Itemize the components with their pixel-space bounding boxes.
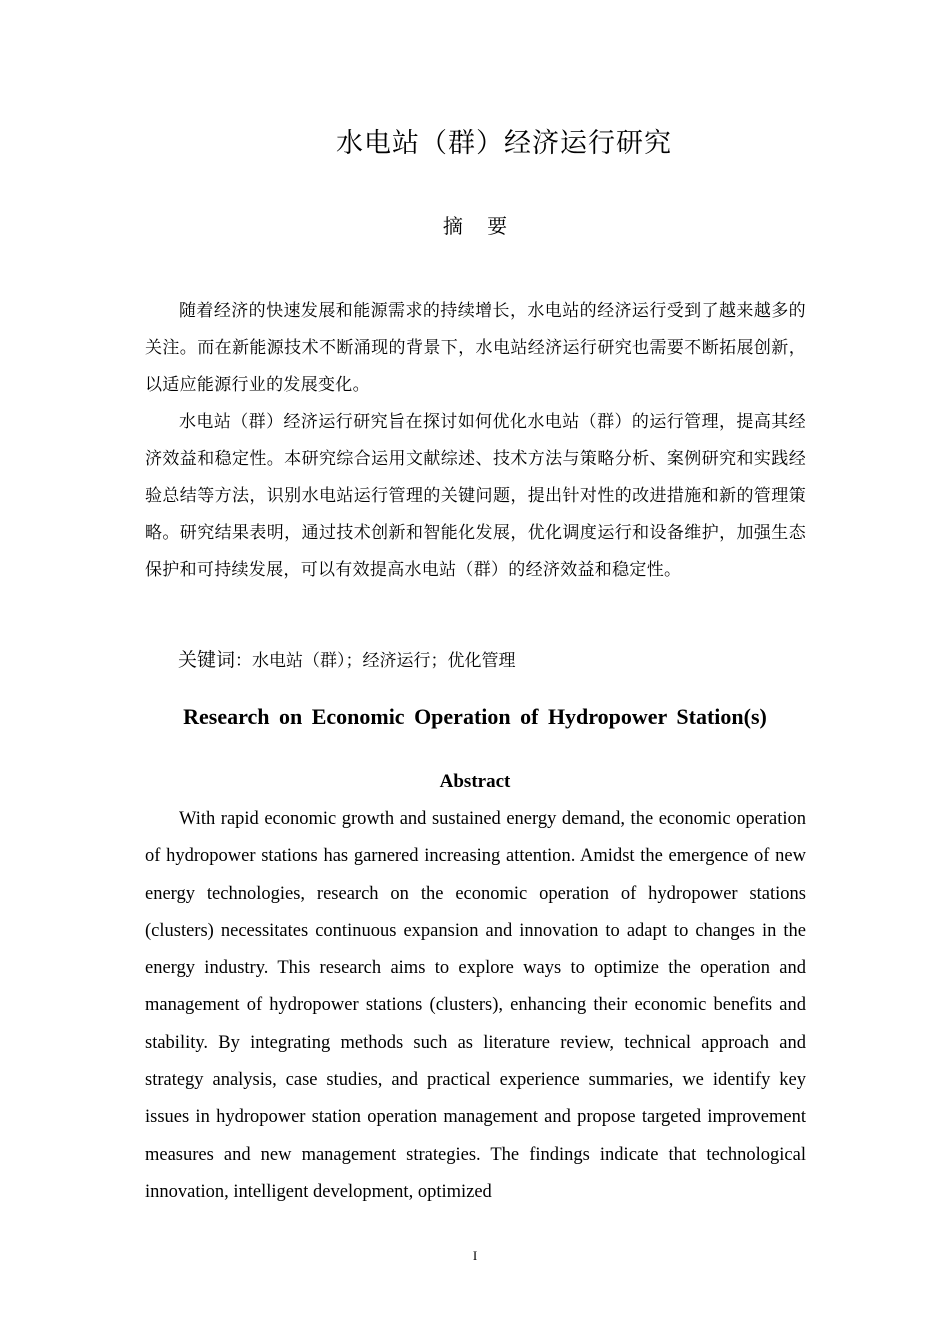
chinese-abstract-body xyxy=(145,293,806,589)
keywords-line xyxy=(178,645,516,672)
chinese-abstract-heading: 摘 要 xyxy=(442,214,508,238)
keywords-value: 水电站（群）；经济运行；优化管理 xyxy=(252,651,516,671)
chinese-abstract-paragraph-1: 随着经济的快速发展和能源需求的持续增长，水电站的经济运行受到了越来越多的关注。而在新能源技术不断涌现的背景下，水电站经济运行研究也需要不断拓展创新，以适应能源行业的发展变化。 xyxy=(145,301,806,395)
page-number: I xyxy=(472,1248,478,1263)
keywords-separator: ： xyxy=(235,651,253,671)
keywords-label: 关键词 xyxy=(178,649,236,671)
english-abstract-body: With rapid economic growth and sustained energy demand, the economic operation of hydropower stations has garnered increasing attention. Amidst the emergence of new energy technologies, research on the economic operation of hydropower stations (clusters) necessitates continuous expansion and innovation to adapt to changes in the energy industry. This research aims to explore ways to optimize the operation and management of hydropower stations (clusters), enhancing their economic benefits and stability. By integrating methods such as literature review, technical approach and strategy analysis, case studies, and practical experience summaries, we identify key issues in hydropower station operation management and propose targeted improvement measures and new management strategies. The findings indicate that technological innovation, intelligent development, optimized xyxy=(145,809,806,1202)
chinese-title: 水电站（群）经济运行研究 xyxy=(336,128,672,159)
chinese-abstract-paragraph-2: 水电站（群）经济运行研究旨在探讨如何优化水电站（群）的运行管理，提高其经济效益和稳定性。本研究综合运用文献综述、技术方法与策略分析、案例研究和实践经验总结等方法，识别水电站运行管理的关键问题，提出针对性的改进措施和新的管理策略。研究结果表明，通过技术创新和智能化发展，优化调度运行和设备维护，加强生态保护和可持续发展，可以有效提高水电站（群）的经济效益和稳定性。 xyxy=(145,412,806,580)
english-title: Research on Economic Operation of Hydropower Station(s) xyxy=(183,704,767,729)
english-abstract-heading: Abstract xyxy=(439,771,511,792)
